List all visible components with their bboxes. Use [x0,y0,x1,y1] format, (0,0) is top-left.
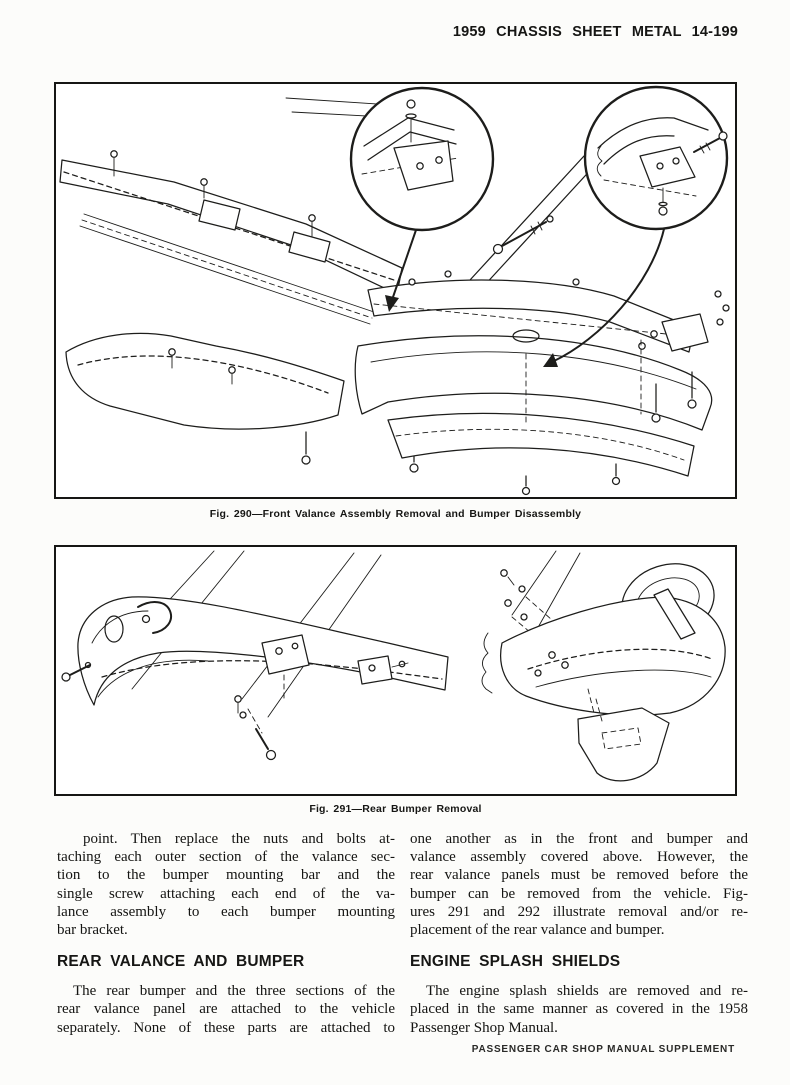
figure-291-illustration [56,547,735,794]
figure-291 [54,545,737,796]
text-line: placement of the rear valance and bumper. [410,922,665,939]
figure-290 [54,82,737,499]
text-line: single screw attaching each end of the va- [57,885,395,902]
text-line: ures 291 and 292 illustrate removal and/or re- [410,903,748,920]
left-column [57,830,395,1037]
frame-rail-assembly [60,151,402,324]
text-line: bar bracket. [57,922,128,939]
text-line: Passenger Shop Manual. [410,1019,558,1036]
text-line: tion to the bumper mounting bar and the [57,867,395,884]
text-line: lance assembly to each bumper mounting [57,903,395,920]
text-line: bumper can be removed from the vehicle. Fig- [410,885,748,902]
right-column [410,830,748,1037]
figure-290-illustration [56,84,735,497]
text-line: rear valance panels must be removed before the [410,867,748,884]
text-line: taching each outer section of the valance sec- [57,849,395,866]
figure-290-caption: Fig. 290—Front Valance Assembly Removal and Bumper Disassembly [209,508,582,520]
page-footer: PASSENGER CAR SHOP MANUAL SUPPLEMENT [471,1044,735,1055]
text-line: one another as in the front and bumper and [410,831,748,847]
rear-bumper-left-section [62,597,448,760]
section-heading-rear-valance-and-bumper: REAR VALANCE AND BUMPER [57,953,305,971]
text-line: The rear bumper and the three sections of the [73,983,395,1000]
text-line: placed in the same manner as covered in the 1958 [410,1001,748,1018]
section-heading-engine-splash-shields: ENGINE SPLASH SHIELDS [410,953,621,971]
figure-291-caption: Fig. 291—Rear Bumper Removal [309,803,482,815]
text-line: valance assembly covered above. However, the [410,849,748,866]
page-header: 1959 CHASSIS SHEET METAL 14-199 [452,24,738,40]
text-line: The engine splash shields are removed and re- [426,983,748,1000]
text-line: separately. None of these parts are attached to [57,1019,395,1036]
text-line: rear valance panel are attached to the vehicle [57,1001,395,1018]
text-line: point. Then replace the nuts and bolts at- [83,831,395,847]
front-bumper-assembly [355,271,729,495]
rear-bumper-right-section [482,552,725,715]
detail-callout-left [351,88,493,230]
detail-callout-right [585,87,727,229]
